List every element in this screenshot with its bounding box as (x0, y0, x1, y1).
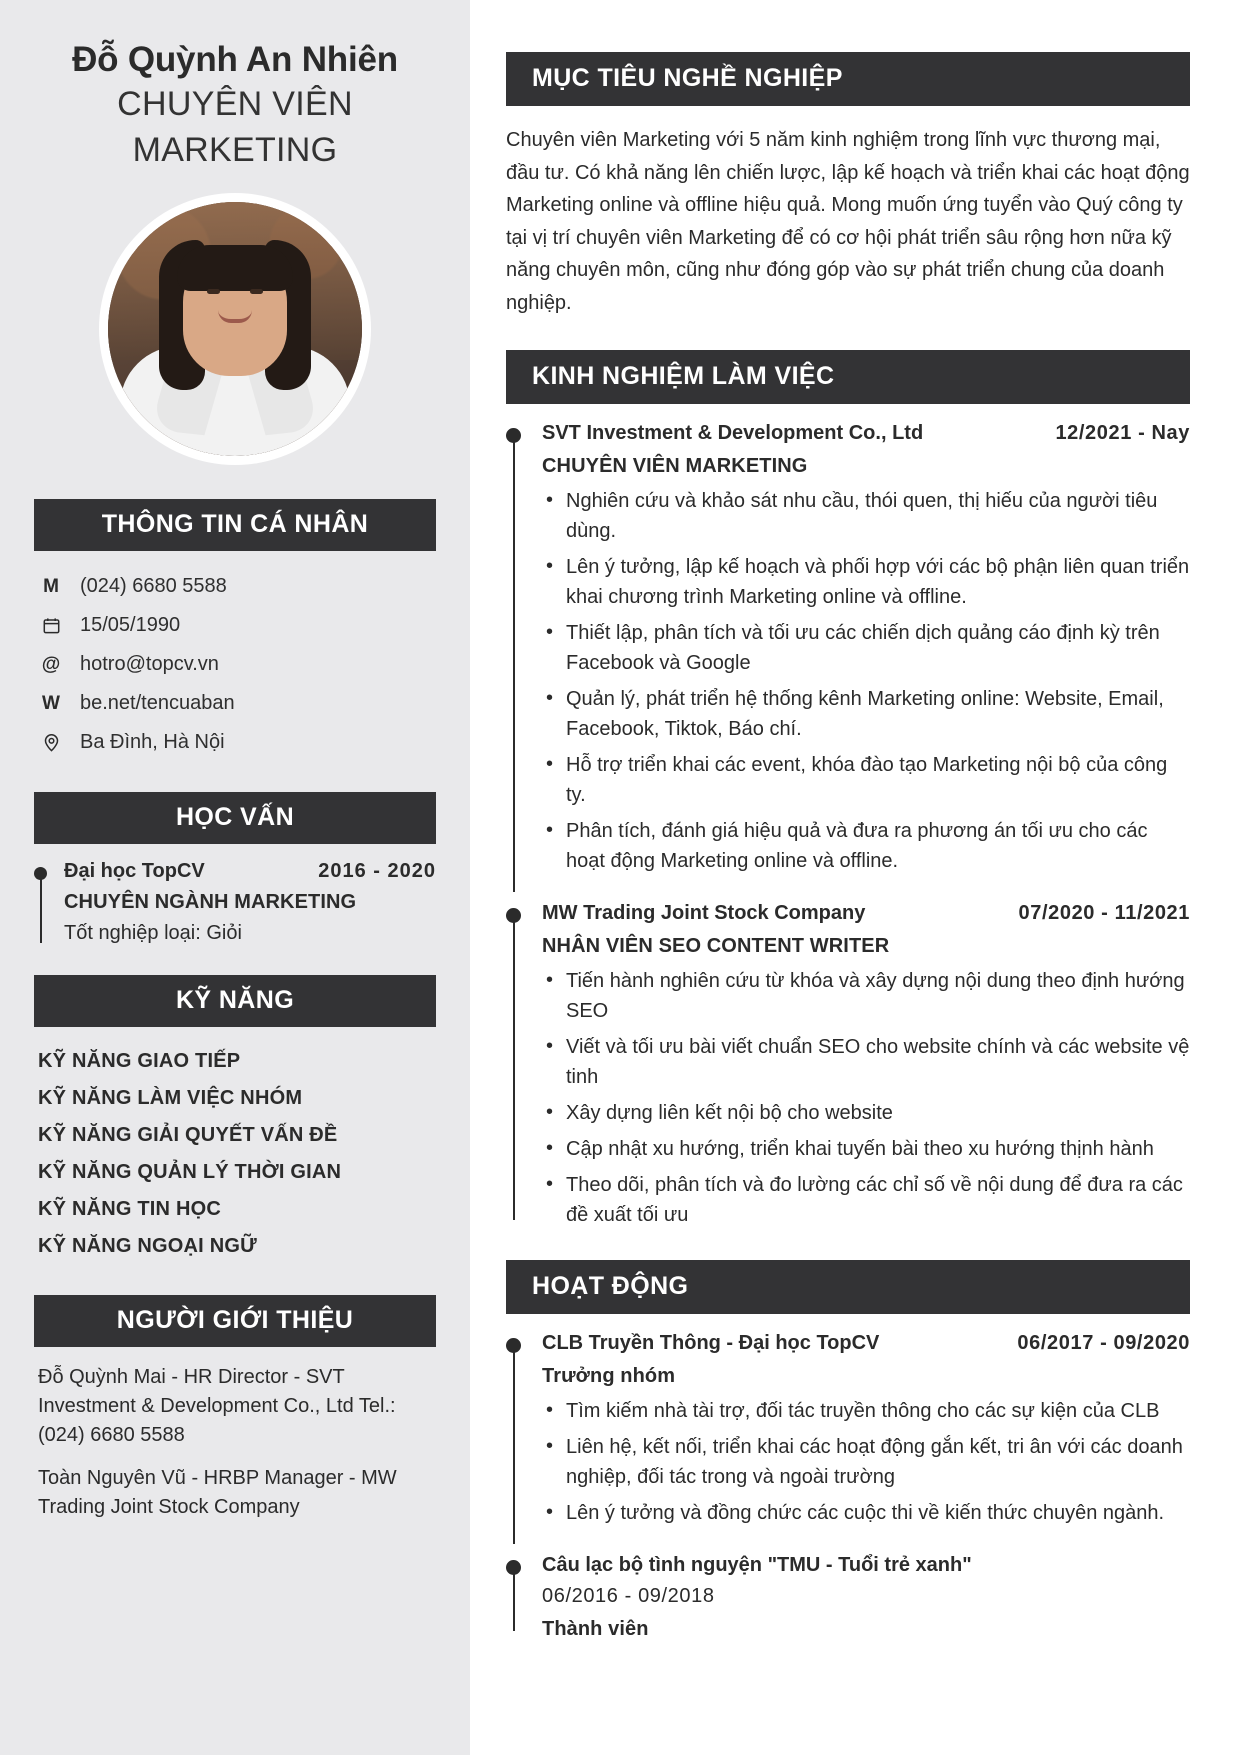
contact-list (34, 567, 436, 762)
candidate-title-line1: CHUYÊN VIÊN (117, 85, 353, 124)
list-item: • Nghiên cứu và khảo sát nhu cầu, thói quen, thị hiếu của người tiêu dùng. (542, 486, 1190, 546)
experience-bullets (542, 966, 1190, 1230)
timeline-line (513, 1352, 515, 1544)
reference-item: Đỗ Quỳnh Mai - HR Director - SVT Investment & Development Co., Ltd Tel.: (024) 6680 5588 (38, 1366, 396, 1447)
list-item: • Quản lý, phát triển hệ thống kênh Marketing online: Website, Email, Facebook, Tiktok, Báo chí. (542, 684, 1190, 744)
activity-org: Câu lạc bộ tình nguyện "TMU - Tuổi trẻ xanh" (542, 1553, 972, 1576)
phone-icon: M (43, 575, 59, 597)
objective-text: Chuyên viên Marketing với 5 năm kinh nghiệm trong lĩnh vực thương mại, đầu tư. Có khả năng lên chiến lược, lập kế hoạch và triển khai các hoạt động Marketing online và offline hiệu quả. Mong muốn ứng tuyển vào Quý công ty tại vị trí chuyên viên Marketing để có cơ hội phát triển sâu rộng hơn nữa kỹ năng chuyên môn, cũng như đóng góp vào sự phát triển chung của doanh nghiệp. (506, 129, 1190, 314)
activity-date: 06/2017 - 09/2020 (1017, 1331, 1190, 1354)
contact-row-birthday (34, 606, 436, 645)
list-item: • Liên hệ, kết nối, triển khai các hoạt động gắn kết, tri ân với các doanh nghiệp, đối tác trong và ngoài trường (542, 1432, 1190, 1492)
experience-org: MW Trading Joint Stock Company (542, 901, 866, 924)
education-major: CHUYÊN NGÀNH MARKETING (64, 891, 357, 914)
activities-entries (506, 1332, 1190, 1641)
experience-entries (506, 422, 1190, 1230)
list-item: • Theo dõi, phân tích và đo lường các chỉ số về nội dung để đưa ra các đề xuất tối ưu (542, 1170, 1190, 1230)
experience-entry (506, 902, 1190, 1230)
list-item: KỸ NĂNG GIẢI QUYẾT VẤN ĐỀ (38, 1124, 338, 1147)
main-column (470, 0, 1240, 1755)
experience-org: SVT Investment & Development Co., Ltd (542, 421, 924, 444)
experience-entry (506, 422, 1190, 902)
section-header-activities: HOẠT ĐỘNG (506, 1260, 1190, 1314)
contact-value-email: hotro@topcv.vn (80, 653, 219, 676)
list-item: • Thiết lập, phân tích và tối ưu các chiến dịch quảng cáo định kỳ trên Facebook và Google (542, 618, 1190, 678)
list-item: • Tìm kiếm nhà tài trợ, đối tác truyền thông cho các sự kiện của CLB (542, 1396, 1190, 1426)
experience-role: CHUYÊN VIÊN MARKETING (542, 454, 808, 477)
activity-entry (506, 1554, 1190, 1641)
list-item: KỸ NĂNG TIN HỌC (38, 1198, 221, 1221)
timeline-dot-icon (506, 1338, 521, 1353)
experience-date: 12/2021 - Nay (1055, 421, 1190, 444)
education-item (34, 860, 436, 945)
experience-bullets (542, 486, 1190, 876)
contact-value-address: Ba Đình, Hà Nội (80, 731, 225, 754)
contact-row-website (34, 684, 436, 723)
candidate-name: Đỗ Quỳnh An Nhiên (72, 40, 398, 79)
profile-photo (108, 202, 362, 456)
page-title (34, 40, 436, 171)
calendar-icon (40, 617, 62, 634)
education-note: Tốt nghiệp loại: Giỏi (64, 922, 242, 945)
activity-org: CLB Truyền Thông - Đại học TopCV (542, 1331, 880, 1354)
section-header-skills: KỸ NĂNG (34, 975, 436, 1027)
skills-list (34, 1043, 436, 1265)
timeline-line (513, 1574, 515, 1631)
education-school: Đại học TopCV (64, 860, 205, 883)
list-item: • Hỗ trợ triển khai các event, khóa đào tạo Marketing nội bộ của công ty. (542, 750, 1190, 810)
contact-row-email (34, 645, 436, 684)
list-item: KỸ NĂNG GIAO TIẾP (38, 1050, 241, 1073)
section-header-references: NGƯỜI GIỚI THIỆU (34, 1295, 436, 1347)
avatar (99, 193, 371, 465)
section-header-objective: MỤC TIÊU NGHỀ NGHIỆP (506, 52, 1190, 106)
contact-value-birthday: 15/05/1990 (80, 614, 181, 637)
contact-value-website: be.net/tencuaban (80, 692, 235, 715)
activity-entry (506, 1332, 1190, 1554)
sidebar (0, 0, 470, 1755)
experience-section (506, 350, 1190, 1230)
candidate-title-line2: MARKETING (132, 130, 338, 169)
section-header-personal-info: THÔNG TIN CÁ NHÂN (34, 499, 436, 551)
list-item: • Cập nhật xu hướng, triển khai tuyến bài theo xu hướng thịnh hành (542, 1134, 1190, 1164)
contact-value-phone: (024) 6680 5588 (80, 575, 227, 598)
section-header-education: HỌC VẤN (34, 792, 436, 844)
reference-item: Toàn Nguyên Vũ - HRBP Manager - MW Trading Joint Stock Company (38, 1467, 397, 1519)
list-item: • Viết và tối ưu bài viết chuẩn SEO cho website chính và các website vệ tinh (542, 1032, 1190, 1092)
email-icon: @ (41, 653, 61, 675)
timeline-dot-icon (506, 1560, 521, 1575)
timeline-line (40, 878, 42, 943)
list-item: • Xây dựng liên kết nội bộ cho website (542, 1098, 1190, 1128)
contact-row-phone (34, 567, 436, 606)
experience-role: NHÂN VIÊN SEO CONTENT WRITER (542, 934, 890, 957)
list-item: • Lên ý tưởng và đồng chức các cuộc thi về kiến thức chuyên ngành. (542, 1498, 1190, 1528)
timeline-dot-icon (506, 428, 521, 443)
list-item: • Lên ý tưởng, lập kế hoạch và phối hợp với các bộ phận liên quan triển khai chương trình Marketing online và offline. (542, 552, 1190, 612)
website-icon: W (42, 692, 60, 714)
location-pin-icon (40, 734, 62, 752)
list-item: KỸ NĂNG QUẢN LÝ THỜI GIAN (38, 1161, 342, 1184)
education-years: 2016 - 2020 (318, 860, 436, 883)
contact-row-address (34, 723, 436, 762)
activity-role: Trưởng nhóm (542, 1364, 676, 1387)
activities-section (506, 1260, 1190, 1641)
section-header-experience: KINH NGHIỆM LÀM VIỆC (506, 350, 1190, 404)
list-item: • Tiến hành nghiên cứu từ khóa và xây dựng nội dung theo định hướng SEO (542, 966, 1190, 1026)
experience-date: 07/2020 - 11/2021 (1018, 901, 1190, 924)
timeline-line (513, 922, 515, 1220)
list-item: KỸ NĂNG NGOẠI NGỮ (38, 1235, 257, 1258)
timeline-line (513, 442, 515, 892)
timeline-dot-icon (506, 908, 521, 923)
list-item: KỸ NĂNG LÀM VIỆC NHÓM (38, 1087, 303, 1110)
activity-bullets (542, 1396, 1190, 1528)
activity-date: 06/2016 - 09/2018 (542, 1584, 715, 1607)
list-item: • Phân tích, đánh giá hiệu quả và đưa ra phương án tối ưu cho các hoạt động Marketing online và offline. (542, 816, 1190, 876)
activity-role: Thành viên (542, 1617, 649, 1640)
